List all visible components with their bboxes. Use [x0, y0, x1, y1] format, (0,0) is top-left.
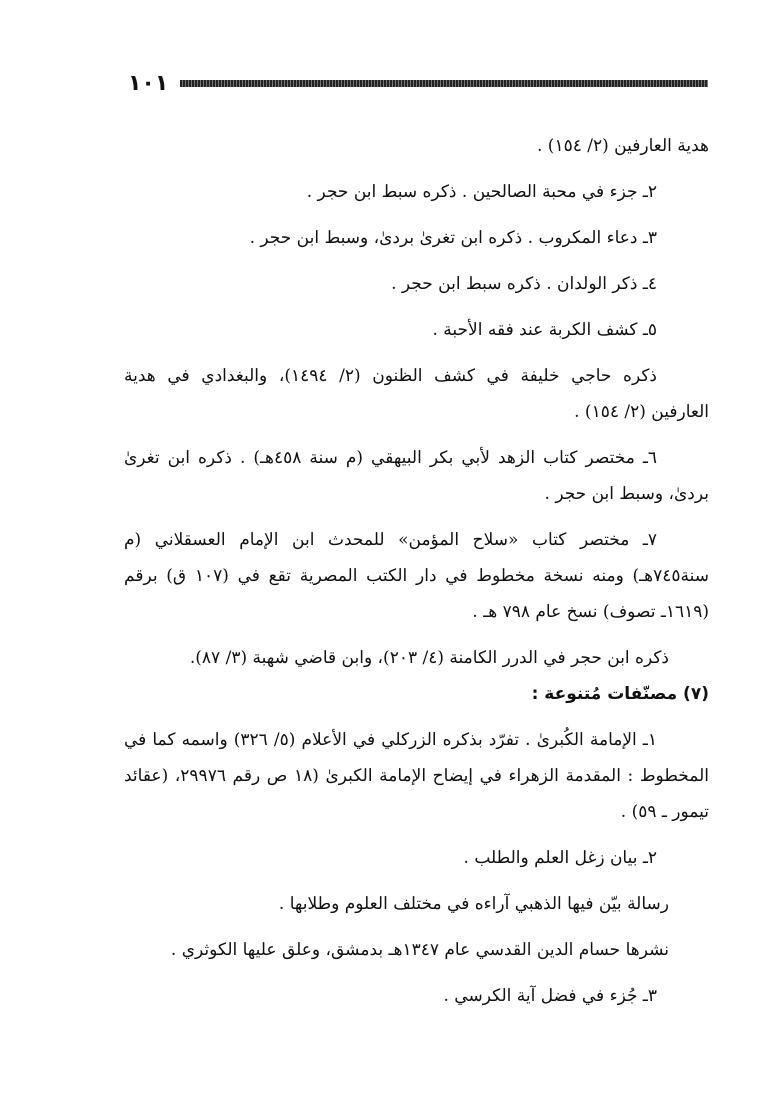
list-item: ٧ـ مختصر كتاب «سلاح المؤمن» للمحدث ابن الإمام العسقلاني (م سنة٧٤٥هـ) ومنه نسخة مخطوط في دار الكتب المصرية تقع في (١٠٧ ق) برقم (١٦١٩ـ تصوف) نسخ عام ٧٩٨ هـ . [124, 530, 710, 622]
page-body [124, 128, 709, 1014]
list-item: ٣ـ دعاء المكروب . ذكره ابن تغرىٰ بردىٰ، وسبط ابن حجر . [249, 228, 657, 248]
list-item: ٣ـ جُزء في فضل آية الكرسي . [443, 986, 657, 1006]
list-item: ٢ـ بيان زغل العلم والطلب . [463, 848, 657, 868]
paragraph: رسالة بيّن فيها الذهبي آراءه في مختلف العلوم وطلابها . [278, 894, 669, 914]
list-item: ٥ـ كشف الكربة عند فقه الأحبة . [432, 320, 657, 340]
list-item: ٦ـ مختصر كتاب الزهد لأبي بكر البيهقي (م سنة ٤٥٨هـ) . ذكره ابن تغرىٰ بردىٰ، وسبط ابن حجر . [124, 448, 709, 504]
text-line: هدية العارفين (٢/ ١٥٤) . [536, 136, 709, 156]
paragraph: ذكره حاجي خليفة في كشف الظنون (٢/ ١٤٩٤)، والبغدادي في هدية العارفين (٢/ ١٥٤) . [124, 366, 709, 422]
list-item: ٢ـ جزء في محبة الصالحين . ذكره سبط ابن حجر . [306, 182, 657, 202]
list-item: ٤ـ ذكر الولدان . ذكره سبط ابن حجر . [391, 274, 657, 294]
section-heading: (٧) مصنّفات مُتنوعة : [531, 684, 709, 704]
paragraph: نشرها حسام الدين القدسي عام ١٣٤٧هـ بدمشق، وعلق عليها الكوثري . [170, 940, 669, 960]
page-header [128, 70, 708, 96]
paragraph: ذكره ابن حجر في الدرر الكامنة (٤/ ٢٠٣)، وابن قاضي شهبة (٣/ ٨٧). [189, 648, 669, 668]
list-item: ١ـ الإمامة الكُبرىٰ . تفرّد بذكره الزركلي في الأعلام (٥/ ٣٢٦) واسمه كما في المخطوط : المقدمة الزهراء في إيضاح الإمامة الكبرىٰ (١٨ ص رقم ٢٩٩٧٦، (عقائد تيمور ـ ٥٩) . [124, 730, 709, 822]
page-number: ١٠١ [128, 70, 169, 96]
header-rule [180, 80, 708, 87]
